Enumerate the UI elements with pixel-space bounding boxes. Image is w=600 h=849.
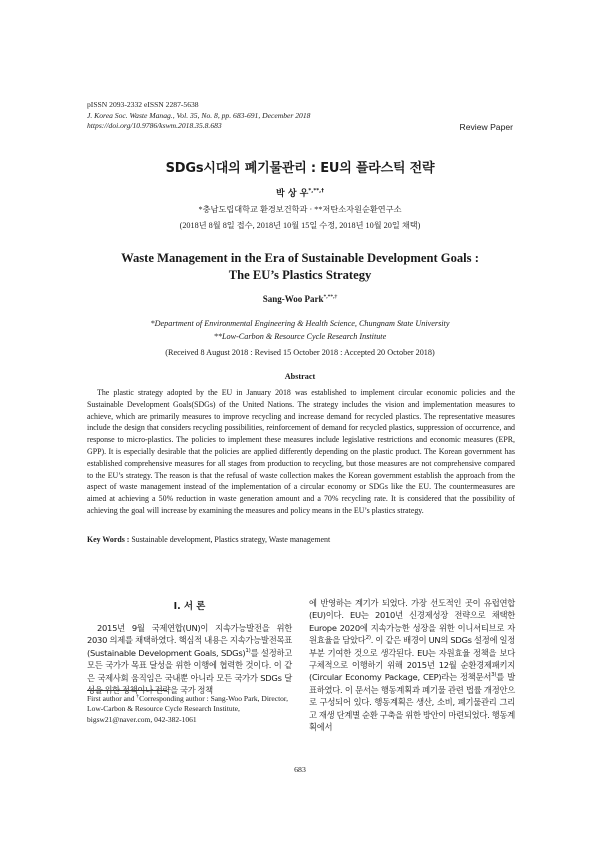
korean-dates: (2018년 8월 8일 접수, 2018년 10월 15일 수정, 2018년 10월 20일 채택) [179, 221, 421, 230]
abstract-text: The plastic strategy adopted by the EU in January 2018 was established to implement circular economic policies and the Sustainable Development Goals(SDGs) of the United Nations. The strategy includes the vision and implementation measures to achieve, which are primarily measures to improve recycling and increase demand for recycled plastics. The representative measures include the design that considers recycling possibilities, reinforcement of demand for recycled plastics, suppression of occurrence, and response to micro-plastics. The policies to implement these measures include legislative restrictions and economic measures (EPR, GPP). It is especially desirable that the policies are applied differently depending on the plastic product. The Korean government has established comprehensive measures for all stages from production to recycling, but those measures are not comprehensive compared to the EU’s strategy. The reason is that the refusal of waste collection makes the Korean government establish the approach from the aspect of waste management instead of the implementation of a circular economy or SDGs like the EU. The countermeasures are aimed at achieving a 50% reduction in waste generation amount and a 70% recycling rate. It is considered that the possibility of achieving the goal will increase by examining the measures and policy means in the EU’s plastics strategy. [87, 388, 515, 515]
citation-ref-1: 1) [245, 648, 251, 655]
korean-author-marks: *,**,† [308, 188, 324, 194]
korean-title: SDGs시대의 폐기물관리 : EU의 플라스틱 전략 [165, 161, 435, 176]
footnote-divider [87, 690, 167, 691]
citation-ref-3: 3) [491, 672, 497, 679]
article-type-label: Review Paper [459, 122, 513, 132]
section-heading-introduction: I. 서 론 [173, 601, 206, 612]
footnote-text-a: First author and [87, 694, 137, 703]
corresponding-author-footnote [87, 694, 292, 725]
english-title [0, 250, 600, 284]
intro-right-text-b: . 이 같은 배경이 UN의 SDGs 설정에 일정 부분 기여한 것으로 생각된다. EU는 자원효율 정책을 보다 구체적으로 이행하기 위해 2015년 12월 순환경제패키지(Circular Economy Package, CEP)라는 정책문서 [309, 635, 515, 683]
korean-author-name: 박 상 우 [276, 189, 309, 199]
english-affiliation-1: *Department of Environmental Engineering & Health Science, Chungnam State University [150, 319, 450, 328]
page-number: 683 [294, 765, 306, 774]
english-author-name: Sang-Woo Park [262, 294, 324, 304]
korean-author [0, 186, 600, 199]
english-affiliation [0, 318, 600, 343]
intro-paragraph-left [87, 622, 292, 696]
issn-line: pISSN 2093-2332 eISSN 2287-5638 [87, 100, 199, 109]
keywords-label: Key Words : [87, 535, 130, 544]
keywords [87, 535, 515, 544]
doi-link[interactable]: https://doi.org/10.9786/kswm.2018.35.8.683 [87, 121, 222, 130]
intro-paragraph-right [309, 597, 515, 733]
abstract-heading: Abstract [284, 372, 316, 381]
footnote-text-b: Corresponding author : Sang-Woo Park, Director, Low-Carbon & Resource Cycle Research Institute, bigsw21@naver.com, 042-382-1061 [87, 694, 288, 724]
english-title-line1: Waste Management in the Era of Sustainable Development Goals : [121, 251, 479, 265]
korean-affiliation: *충남도립대학교 환경보건학과 · **저탄소자원순환연구소 [198, 205, 402, 214]
citation-ref-2: 2) [365, 635, 371, 642]
english-author [0, 294, 600, 304]
journal-header [87, 100, 310, 132]
intro-right-text-a: 에 반영하는 계기가 되었다. 가장 선도적인 곳이 유럽연합(EU)이다. EU는 2010년 신경제성장 전략으로 채택한 Europe 2020에 지속가능한 성장을 위한 이니셔티브로 자원효율을 담았다 [309, 598, 515, 646]
footnote-dagger: † [136, 693, 140, 700]
intro-text-b: 를 설정하고 모든 국가가 목표 달성을 위한 이행에 협력한 것이다. 이 같은 국제사회 움직임은 국내뿐 아니라 모든 국가가 SDGs 달성을 위한 정책이나 전략을 국가 정책 [87, 647, 292, 696]
intro-text-a: 2015년 9월 국제연합(UN)이 지속가능발전을 위한 2030 의제를 채택하였다. 핵심적 내용은 지속가능발전목표(Sustainable Development Goals, SDGs) [87, 623, 292, 658]
left-column [87, 561, 292, 696]
right-column [309, 597, 515, 733]
keywords-text: Sustainable development, Plastics strategy, Waste management [131, 535, 331, 544]
intro-right-text-c: 를 발표하였다. 이 문서는 행동계획과 폐기물 관련 법률 개정안으로 구성되어 있다. 행동계획은 생산, 소비, 폐기물관리 그리고 재생 단계별 순환 구축을 위한 방안이 마련되었다. 행동계획에서 [309, 672, 515, 733]
english-dates: (Received 8 August 2018 : Revised 15 October 2018 : Accepted 20 October 2018) [165, 348, 435, 357]
journal-citation: J. Korea Soc. Waste Manag., Vol. 35, No. 8, pp. 683-691, December 2018 [87, 110, 311, 120]
english-author-marks: *,**,† [323, 294, 338, 300]
english-title-line2: The EU’s Plastics Strategy [228, 268, 372, 282]
english-affiliation-2: **Low-Carbon & Resource Cycle Research Institute [213, 331, 387, 341]
